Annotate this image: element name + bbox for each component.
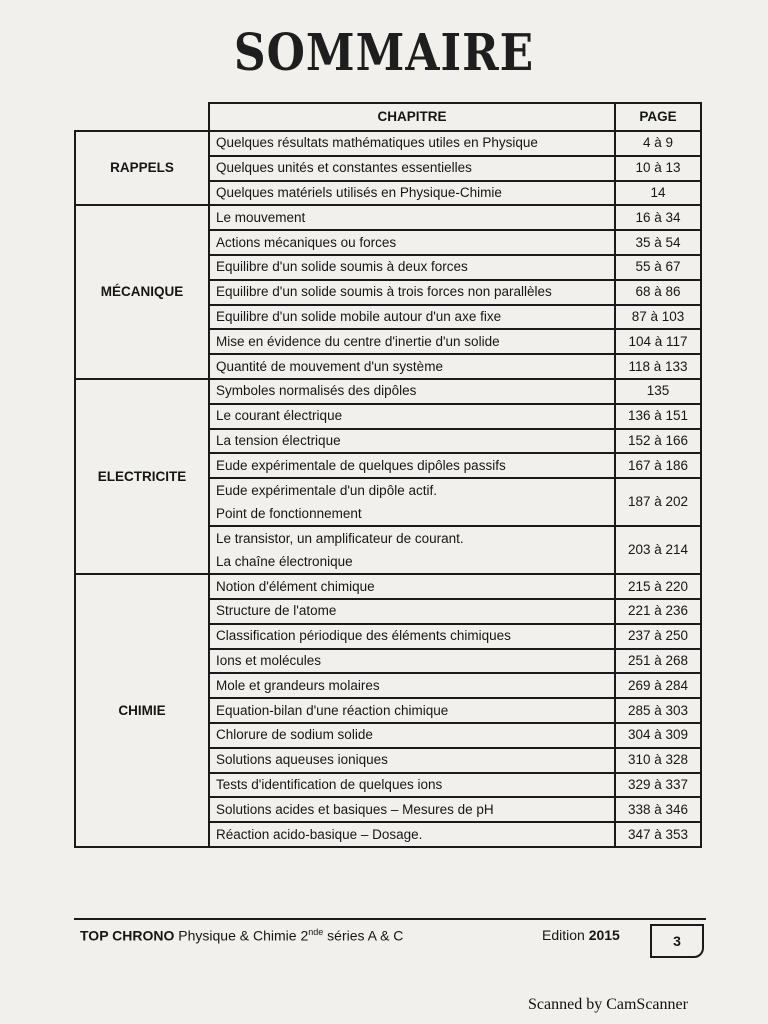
chapter-title: Réaction acido-basique – Dosage. [216,826,423,842]
chapter-title-cell [209,673,615,698]
chapter-title: Tests d'identification de quelques ions [216,776,443,792]
chapter-title: Quelques matériels utilisés en Physique-Chimie [216,184,502,200]
page-range: 4 à 9 [615,131,701,156]
chapter-title: Equation-bilan d'une réaction chimique [216,702,449,718]
chapter-title-cell [209,255,615,280]
chapter-title-cell [209,429,615,454]
section-label: MÉCANIQUE [75,205,209,379]
page-range: 269 à 284 [615,673,701,698]
table-header-row [75,103,701,131]
page-range: 251 à 268 [615,649,701,674]
table-row [75,205,701,230]
page-range: 338 à 346 [615,797,701,822]
chapter-title-cell [209,698,615,723]
header-blank-cell [75,103,209,131]
page-range: 285 à 303 [615,698,701,723]
chapter-title: Mole et grandeurs molaires [216,677,380,693]
page-range: 347 à 353 [615,822,701,847]
chapter-title-cell [209,181,615,206]
footer-edition-year: 2015 [588,927,620,943]
chapter-title-cell [209,624,615,649]
page-range: 237 à 250 [615,624,701,649]
chapter-title-cell [209,379,615,404]
chapter-title-cell [209,329,615,354]
chapter-title: La chaîne électronique [216,553,353,569]
page-range: 203 à 214 [615,526,701,574]
page-range: 14 [615,181,701,206]
chapter-title: Le courant électrique [216,408,343,424]
chapter-title-cell [209,205,615,230]
page-range: 10 à 13 [615,156,701,181]
table-row [75,131,701,156]
page-title: SOMMAIRE [233,24,535,83]
page-range: 167 à 186 [615,453,701,478]
footer-edition-label: Edition [542,927,585,943]
scanner-watermark: Scanned by CamScanner [528,996,688,1013]
table-of-contents [74,102,702,848]
table-row [75,379,701,404]
chapter-title: Solutions aqueuses ioniques [216,752,388,768]
chapter-title: Point de fonctionnement [216,505,362,521]
chapter-title-cell [209,156,615,181]
chapter-title-cell [209,748,615,773]
chapter-title: Eude expérimentale d'un dipôle actif. [216,482,437,498]
chapter-title: Le transistor, un amplificateur de courant. [216,530,464,546]
chapter-title: Quantité de mouvement d'un système [216,358,443,374]
chapter-title: Symboles normalisés des dipôles [216,383,417,399]
chapter-title-cell [209,305,615,330]
chapter-column-header: CHAPITRE [209,103,615,131]
page-range: 35 à 54 [615,230,701,255]
page-range: 329 à 337 [615,773,701,798]
chapter-title-cell [209,773,615,798]
page-range: 152 à 166 [615,429,701,454]
chapter-title: Actions mécaniques ou forces [216,234,397,250]
footer-rule [74,918,706,920]
chapter-title-cell [209,280,615,305]
chapter-title-cell [209,526,615,574]
chapter-title: Equilibre d'un solide mobile autour d'un axe fixe [216,308,502,324]
toc-body [75,131,701,847]
chapter-title: Equilibre d'un solide soumis à deux forces [216,259,468,275]
section-label: ELECTRICITE [75,379,209,574]
chapter-title: Classification périodique des éléments chimiques [216,628,511,644]
chapter-title: Le mouvement [216,209,306,225]
chapter-title-cell [209,574,615,599]
section-label: RAPPELS [75,131,209,205]
chapter-title: Equilibre d'un solide soumis à trois forces non parallèles [216,284,552,300]
chapter-title-cell [209,797,615,822]
footer-series: séries A & C [327,927,404,944]
footer-book-title [80,927,403,944]
page-range: 215 à 220 [615,574,701,599]
page-range: 55 à 67 [615,255,701,280]
page-range: 68 à 86 [615,280,701,305]
chapter-title: Structure de l'atome [216,603,337,619]
page-range: 87 à 103 [615,305,701,330]
chapter-title-cell [209,230,615,255]
chapter-title-cell [209,822,615,847]
footer-subject: Physique & Chimie 2 [178,927,309,944]
footer-edition [542,927,620,943]
page-range: 118 à 133 [615,354,701,379]
chapter-title-cell [209,354,615,379]
page-range: 16 à 34 [615,205,701,230]
page-range: 221 à 236 [615,599,701,624]
chapter-title: Ions et molécules [216,652,322,668]
page-range: 304 à 309 [615,723,701,748]
chapter-title: Mise en évidence du centre d'inertie d'un solide [216,333,500,349]
page-range: 310 à 328 [615,748,701,773]
page-range: 136 à 151 [615,404,701,429]
chapter-title: Quelques résultats mathématiques utiles en Physique [216,135,538,151]
page-range: 104 à 117 [615,329,701,354]
footer-brand: TOP CHRONO [80,927,175,944]
chapter-title-cell [209,599,615,624]
section-label: CHIMIE [75,574,209,847]
chapter-title-cell [209,404,615,429]
footer-level-sup: nde [308,927,324,937]
chapter-title: Eude expérimentale de quelques dipôles passifs [216,457,506,473]
page-range: 135 [615,379,701,404]
page-number: 3 [650,924,704,958]
chapter-title: Chlorure de sodium solide [216,727,373,743]
chapter-title: Quelques unités et constantes essentielles [216,160,472,176]
chapter-title-cell [209,649,615,674]
page-range: 187 à 202 [615,478,701,526]
chapter-title: La tension électrique [216,432,341,448]
chapter-title: Notion d'élément chimique [216,578,375,594]
table-row [75,574,701,599]
chapter-title: Solutions acides et basiques – Mesures de pH [216,801,494,817]
chapter-title-cell [209,478,615,526]
chapter-title-cell [209,453,615,478]
chapter-title-cell [209,723,615,748]
chapter-title-cell [209,131,615,156]
page-column-header: PAGE [615,103,701,131]
